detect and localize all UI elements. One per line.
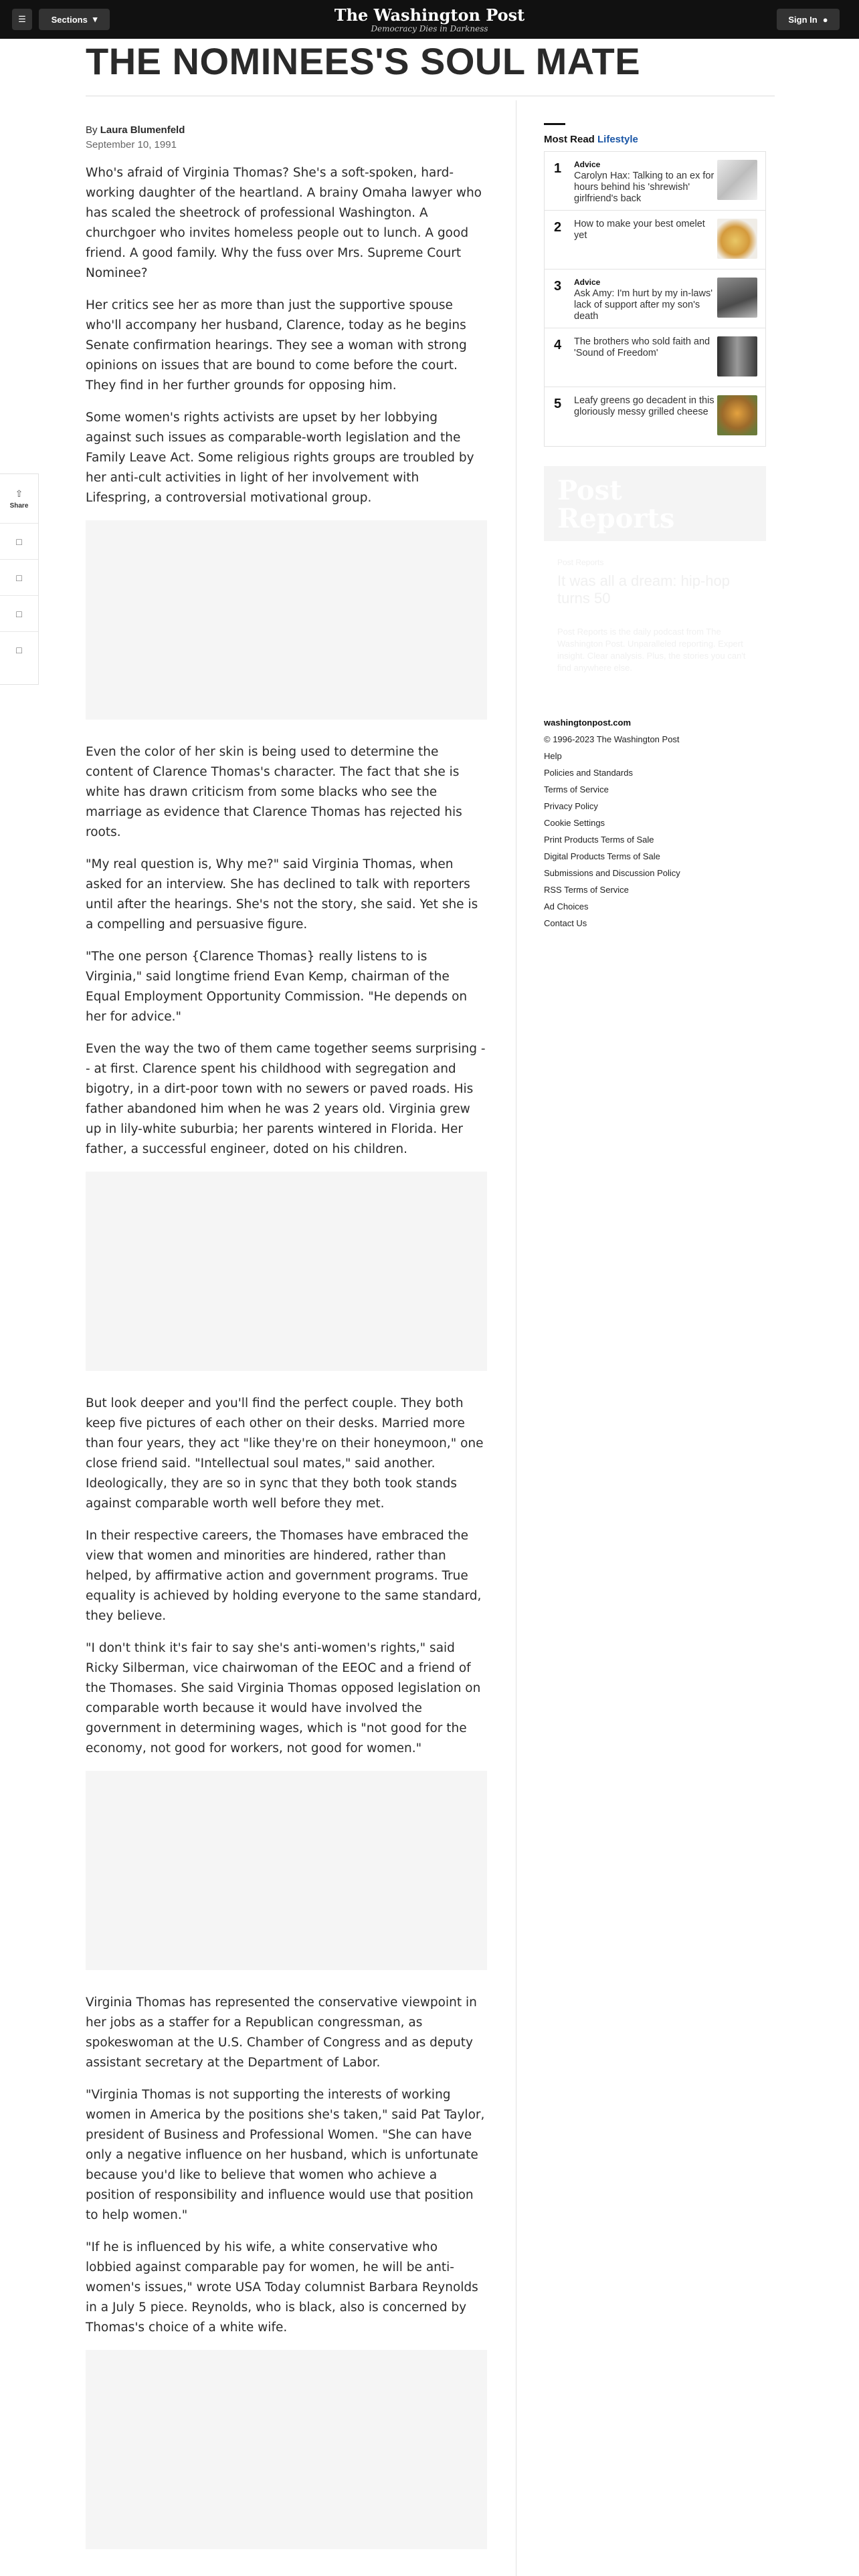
- sign-in-label: Sign In: [788, 14, 818, 25]
- email-icon: □: [16, 645, 22, 655]
- article-paragraph: "Virginia Thomas is not supporting the interests of working women in America by the positions she's taken," said Pat Taylor, president of Business and Professional Women. "She can have only a negative influence on her husband, which is unfortunate because you'd like to believe that women who achieve a position of responsibility and influence would use that position to help women.": [86, 2088, 485, 2222]
- most-read-rank: 5: [554, 397, 562, 411]
- footer-link-submissions[interactable]: Submissions and Discussion Policy: [544, 868, 680, 878]
- most-read-thumbnail[interactable]: [717, 160, 757, 200]
- facebook-icon: □: [16, 572, 22, 583]
- footer-link-ad-choices[interactable]: Ad Choices: [544, 901, 589, 911]
- author-link[interactable]: Laura Blumenfeld: [100, 124, 185, 136]
- footer-site-name: washingtonpost.com: [544, 718, 631, 728]
- promo-logo-line1: Post: [557, 475, 622, 506]
- footer-link-privacy[interactable]: Privacy Policy: [544, 801, 598, 811]
- footer-link-cookies[interactable]: Cookie Settings: [544, 818, 605, 828]
- footer-link-contact[interactable]: Contact Us: [544, 918, 587, 928]
- promo-description: Post Reports is the daily podcast from The Washington Post. Unparalleled reporting. Expert insight. Clear analysis. Plus, the stories you can't find anywhere else.: [557, 627, 746, 673]
- most-read-item[interactable]: [545, 210, 765, 269]
- ad-placeholder: [86, 2350, 487, 2549]
- promo-kicker: Post Reports: [557, 558, 604, 567]
- most-read-thumbnail[interactable]: [717, 219, 757, 259]
- most-read-item[interactable]: [545, 151, 765, 210]
- sign-in-button[interactable]: [777, 9, 840, 30]
- most-read-rank: 3: [554, 279, 562, 294]
- footer-link-digital-terms[interactable]: Digital Products Terms of Sale: [544, 851, 660, 861]
- article-paragraph: Some women's rights activists are upset by her lobbying against such issues as comparable-worth legislation and the Family Leave Act. Some religious rights groups are troubled by her anti-cult activities in light of her involvement with Lifespring, a controversial motivational group.: [86, 411, 474, 505]
- twitter-share-button[interactable]: [0, 596, 38, 632]
- promo-headline[interactable]: It was all a dream: hip-hop turns 50: [557, 572, 731, 607]
- most-read-item[interactable]: [545, 269, 765, 328]
- most-read-thumbnail[interactable]: [717, 395, 757, 435]
- most-read-list: [544, 151, 766, 447]
- publish-date: September 10, 1991: [86, 139, 177, 150]
- footer-link-policies[interactable]: Policies and Standards: [544, 768, 633, 778]
- footer-link-help[interactable]: Help: [544, 751, 562, 761]
- footer-copyright: © 1996-2023 The Washington Post: [544, 734, 680, 744]
- most-read-headline[interactable]: Leafy greens go decadent in this gloriously messy grilled cheese: [574, 395, 714, 417]
- site-logo[interactable]: The Washington Post: [334, 5, 525, 25]
- comment-button[interactable]: [0, 524, 38, 560]
- most-read-rank: 2: [554, 220, 562, 235]
- site-tagline: Democracy Dies in Darkness: [371, 24, 488, 33]
- article-paragraph: "If he is influenced by his wife, a white conservative who lobbied against comparable pay for women, he will be anti-women's issues," wrote USA Today columnist Barbara Reynolds in a July 5 piece. Reynolds, who is black, also is concerned by Thomas's choice of a white wife.: [86, 2240, 478, 2335]
- byline-prefix: By: [86, 124, 98, 136]
- article-paragraph: Virginia Thomas has represented the conservative viewpoint in her jobs as a staffer for a Republican congressman, as spokeswoman at the U.S. Chamber of Congress and as deputy assistant secretary at the Department of Labor.: [86, 1996, 477, 2070]
- share-icon: ⇧: [15, 488, 23, 499]
- share-label: Share: [9, 502, 29, 510]
- most-read-thumbnail[interactable]: [717, 336, 757, 377]
- most-read-headline[interactable]: How to make your best omelet yet: [574, 219, 705, 241]
- facebook-share-button[interactable]: [0, 560, 38, 596]
- article-paragraph: Even the color of her skin is being used to determine the content of Clarence Thomas's character. The fact that she is white has drawn criticism from some blacks who see the marriage as evidence that Clarence Thomas has rejected his roots.: [86, 745, 462, 839]
- footer-link-rss[interactable]: RSS Terms of Service: [544, 885, 629, 895]
- promo-logo-line2: Reports: [557, 503, 675, 534]
- article-paragraph: "The one person {Clarence Thomas} really listens to is Virginia," said longtime friend Evan Kemp, chairman of the Equal Employment Opportunity Commission. "He depends on her for advice.": [86, 950, 468, 1024]
- most-read-rank: 4: [554, 338, 562, 352]
- user-icon: ●: [822, 14, 828, 25]
- comment-icon: □: [16, 536, 22, 547]
- most-read-headline[interactable]: Carolyn Hax: Talking to an ex for hours behind his 'shrewish' girlfriend's back: [574, 171, 714, 204]
- most-read-thumbnail[interactable]: [717, 278, 757, 318]
- top-navigation-bar: [0, 0, 859, 39]
- ad-placeholder: [86, 520, 487, 720]
- ad-placeholder: [86, 1172, 487, 1371]
- post-reports-promo[interactable]: [544, 466, 766, 541]
- article-paragraph: In their respective careers, the Thomases have embraced the view that women and minorities are hindered, rather than helped, by affirmative action and government programs. True equality is achieved by holding everyone to the same standard, they believe.: [86, 1529, 482, 1623]
- article-paragraph: Who's afraid of Virginia Thomas? She's a soft-spoken, hard-working daughter of the heartland. A brainy Omaha lawyer who has scaled the sheetrock of professional Washington. A churchgoer who invites homeless people out to lunch. A good friend. A good family. Why the fuss over Mrs. Supreme Court Nominee?: [86, 166, 482, 280]
- most-read-item[interactable]: [545, 328, 765, 387]
- most-read-headline[interactable]: The brothers who sold faith and 'Sound of Freedom': [574, 336, 710, 358]
- ad-placeholder: [86, 1771, 487, 1970]
- article-paragraph: But look deeper and you'll find the perfect couple. They both keep five pictures of each other on their desks. Married more than four years, they act "like they're on their honeymoon," one close friend said. "Intellectual soul mates," said another. Ideologically, they are so in sync that they both took stands against comparable worth well before they met.: [86, 1396, 484, 1511]
- article-paragraph: Even the way the two of them came together seems surprising -- at first. Clarence spent his childhood with segregation and bigotry, in a dirt-poor town with no sewers or paved roads. His father abandoned him when he was 2 years old. Virginia grew up in lily-white suburbia; her parents wintered in Florida. Her father, a successful engineer, doted on his children.: [86, 1042, 486, 1156]
- most-read-title: [544, 134, 638, 145]
- site-footer: [544, 717, 771, 934]
- article-paragraph: Her critics see her as more than just the supportive spouse who'll accompany her husband, Clarence, today as he begins Senate confirmation hearings. They see a woman with strong opinions on issues that are bound to come before the court. They find in her further grounds for opposing him.: [86, 298, 467, 393]
- sections-label: Sections: [51, 14, 88, 25]
- article-paragraph: "My real question is, Why me?" said Virginia Thomas, when asked for an interview. She has declined to talk with reporters until after the hearings. She's not the story, she said. Yet she is a compelling and persuasive figure.: [86, 857, 478, 932]
- article-headline: THE NOMINEES'S SOUL MATE: [86, 40, 641, 82]
- most-read-kicker: Advice: [574, 278, 601, 287]
- hamburger-icon[interactable]: ☰: [12, 9, 32, 30]
- chevron-down-icon: ▾: [92, 14, 98, 24]
- footer-link-terms[interactable]: Terms of Service: [544, 784, 609, 794]
- share-button[interactable]: [0, 474, 38, 524]
- most-read-rank: 1: [554, 161, 562, 176]
- most-read-kicker: Advice: [574, 160, 601, 169]
- email-share-button[interactable]: [0, 632, 38, 668]
- article-body: [86, 163, 487, 2572]
- most-read-accent-bar: [544, 123, 565, 125]
- most-read-item[interactable]: [545, 387, 765, 445]
- article-paragraph: "I don't think it's fair to say she's anti-women's rights," said Ricky Silberman, vice chairwoman of the EEOC and a friend of the Thomases. She said Virginia Thomas opposed legislation on comparable worth because it would have involved the government in determining wages, which is "not good for the economy, not good for workers, not good for women.": [86, 1641, 481, 1755]
- twitter-icon: □: [16, 608, 22, 619]
- most-read-label: Most Read: [544, 134, 595, 145]
- most-read-headline[interactable]: Ask Amy: I'm hurt by my in-laws' lack of support after my son's death: [574, 288, 712, 322]
- footer-link-print-terms[interactable]: Print Products Terms of Sale: [544, 835, 654, 845]
- byline: [86, 124, 185, 136]
- most-read-category-link[interactable]: Lifestyle: [597, 134, 638, 145]
- promo-logo: [557, 477, 674, 533]
- share-rail: [0, 473, 39, 685]
